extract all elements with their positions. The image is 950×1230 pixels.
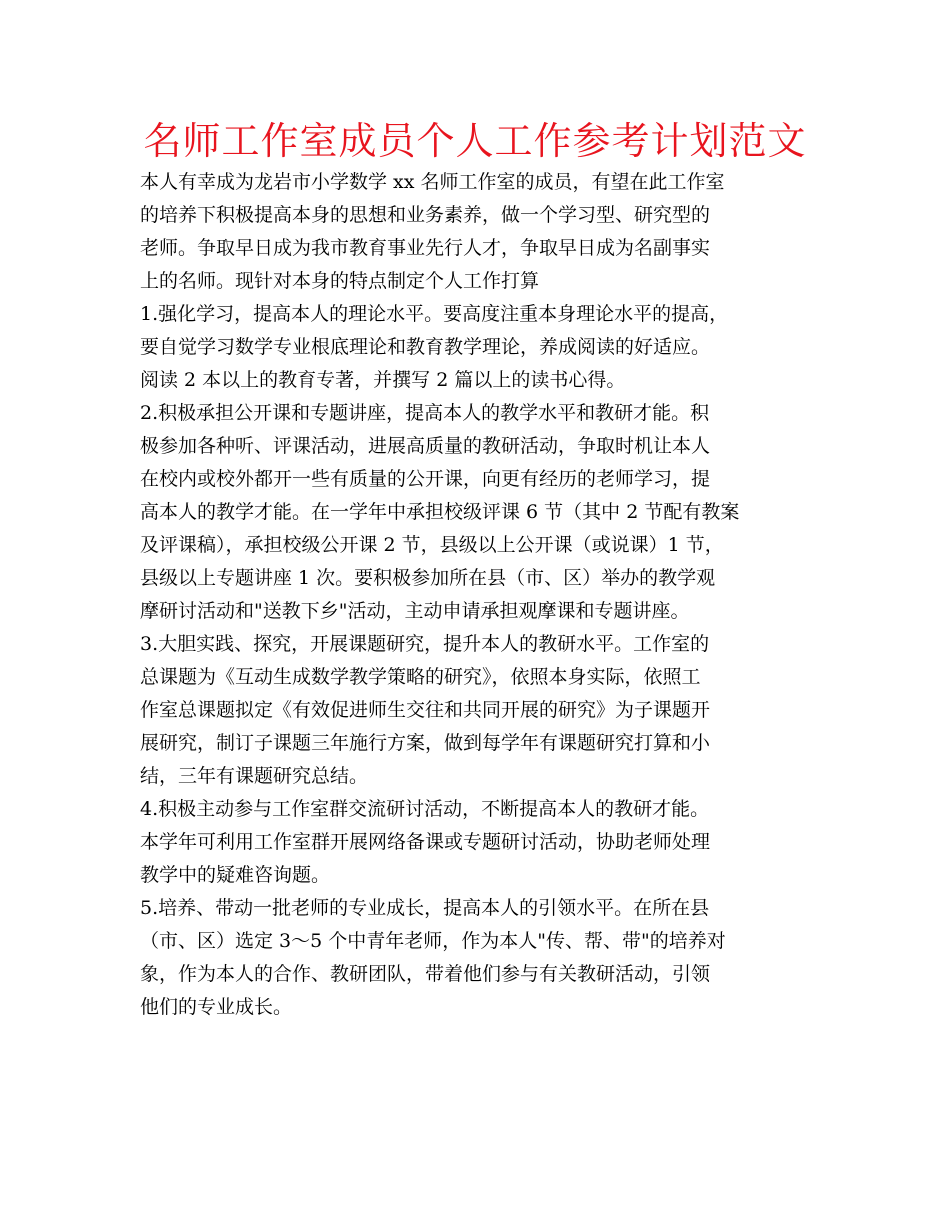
body-line: 2.积极承担公开课和专题讲座，提高本人的教学水平和教研才能。积	[140, 402, 710, 424]
body-line: 教学中的疑难咨询题。	[140, 864, 331, 886]
body-line: 总课题为《互动生成数学教学策略的研究》，依照本身实际，依照工	[140, 666, 701, 688]
body-line: 及评课稿），承担校级公开课 2 节，县级以上公开课（或说课）1 节，	[140, 534, 724, 556]
body-line: （市、区）选定 3～5 个中青年老师，作为本人"传、帮、带"的培养对	[140, 930, 726, 952]
body-line: 县级以上专题讲座 1 次。要积极参加所在县（市、区）举办的教学观	[140, 567, 716, 589]
body-line: 老师。争取早日成为我市教育事业先行人才，争取早日成为名副事实	[140, 237, 711, 259]
body-line: 结，三年有课题研究总结。	[140, 765, 369, 787]
body-line: 上的名师。现针对本身的特点制定个人工作打算	[140, 270, 540, 292]
document-title: 名师工作室成员个人工作参考计划范文	[143, 119, 807, 163]
body-line: 阅读 2 本以上的教育专著，并撰写 2 篇以上的读书心得。	[140, 369, 626, 391]
body-line: 摩研讨活动和"送教下乡"活动，主动申请承担观摩课和专题讲座。	[140, 600, 690, 622]
body-line: 展研究，制订子课题三年施行方案，做到每学年有课题研究打算和小	[140, 732, 711, 754]
body-line: 在校内或校外都开一些有质量的公开课，向更有经历的老师学习，提	[140, 468, 711, 490]
body-line: 本学年可利用工作室群开展网络备课或专题研讨活动，协助老师处理	[140, 831, 711, 853]
body-line: 的培养下积极提高本身的思想和业务素养，做一个学习型、研究型的	[140, 204, 711, 226]
body-line: 5.培养、带动一批老师的专业成长，提高本人的引领水平。在所在县	[140, 897, 710, 919]
body-line: 3.大胆实践、探究，开展课题研究，提升本人的教研水平。工作室的	[140, 633, 710, 655]
body-line: 极参加各种听、评课活动，进展高质量的教研活动，争取时机让本人	[140, 435, 711, 457]
body-line: 高本人的教学才能。在一学年中承担校级评课 6 节（其中 2 节配有教案	[140, 501, 740, 523]
body-line: 1.强化学习，提高本人的理论水平。要高度注重本身理论水平的提高，	[140, 303, 729, 325]
body-line: 他们的专业成长。	[140, 996, 293, 1018]
document-body	[140, 166, 820, 1024]
body-line: 象，作为本人的合作、教研团队，带着他们参与有关教研活动，引领	[140, 963, 711, 985]
body-line: 本人有幸成为龙岩市小学数学 xx 名师工作室的成员，有望在此工作室	[140, 171, 725, 193]
body-line: 作室总课题拟定《有效促进师生交往和共同开展的研究》为子课题开	[140, 699, 711, 721]
body-line: 4.积极主动参与工作室群交流研讨活动，不断提高本人的教研才能。	[140, 798, 710, 820]
body-line: 要自觉学习数学专业根底理论和教育教学理论，养成阅读的好适应。	[140, 336, 711, 358]
